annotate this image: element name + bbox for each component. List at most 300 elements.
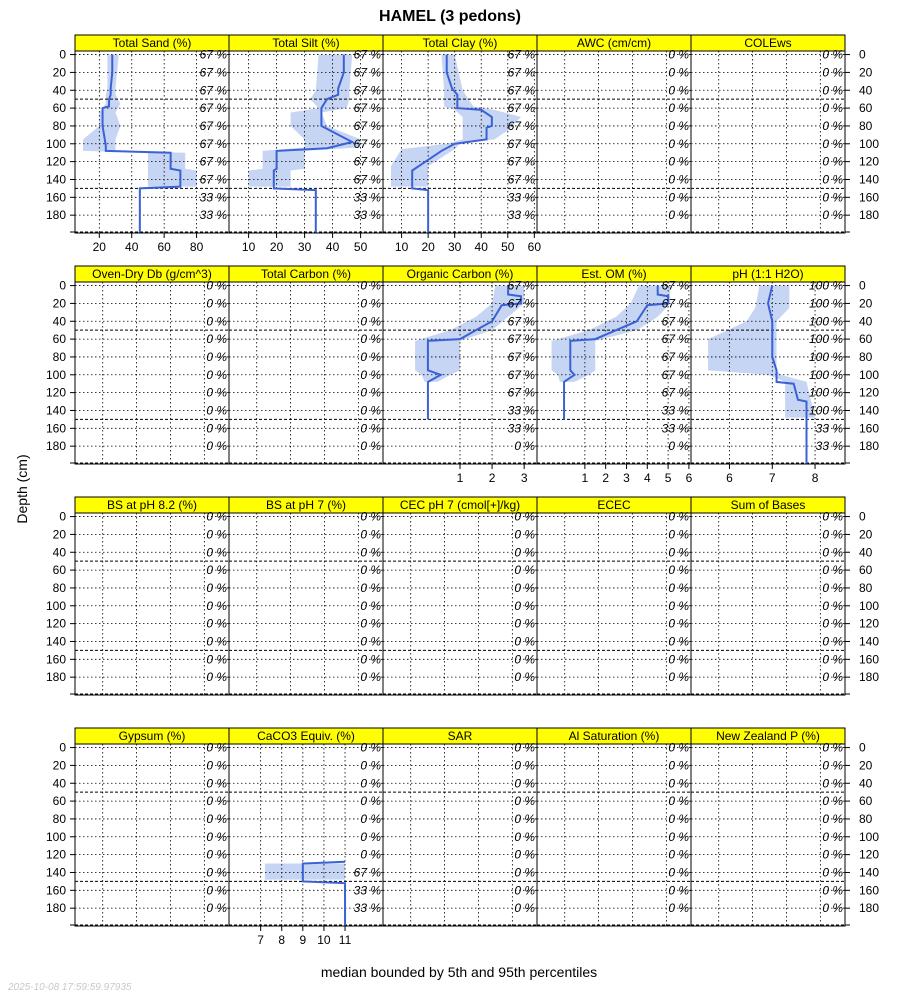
pct-label: 0 % [822,883,843,898]
panel-sar [383,728,537,926]
pct-label: 0 % [360,598,381,613]
depth-tick-label: 100 [45,136,66,151]
strip-label: Gypsum (%) [118,729,186,743]
panel-new-zealand-p [691,728,879,926]
depth-tick-label: 160 [859,883,880,898]
depth-tick-label: 40 [859,83,873,98]
pct-label: 33 % [507,208,535,223]
pct-label: 33 % [661,421,689,436]
pct-label: 67 % [353,83,381,98]
pct-label: 0 % [514,847,535,862]
x-tick-label: 10 [241,240,256,254]
x-tick-label: 40 [325,240,340,254]
pct-label: 0 % [206,865,227,880]
pct-label: 0 % [206,883,227,898]
pct-label: 0 % [206,652,227,667]
pct-label: 0 % [822,865,843,880]
depth-tick-label: 180 [45,901,66,916]
depth-tick-label: 100 [45,367,66,382]
x-tick-label: 2 [488,471,496,485]
depth-tick-label: 20 [859,758,873,773]
depth-tick-label: 60 [859,101,873,116]
depth-tick-label: 140 [859,403,880,418]
pct-label: 0 % [206,349,227,364]
depth-tick-label: 80 [52,580,66,595]
percentile-band [83,55,196,187]
pct-label: 0 % [206,367,227,382]
pct-label: 67 % [661,385,689,400]
strip-label: Total Silt (%) [272,36,340,50]
pct-label: 33 % [815,439,843,454]
depth-tick-label: 80 [859,811,873,826]
depth-tick-label: 140 [859,172,880,187]
pct-label: 0 % [514,598,535,613]
depth-tick-label: 120 [859,847,880,862]
pct-label: 0 % [514,740,535,755]
pct-label: 0 % [206,794,227,809]
pct-label: 0 % [514,794,535,809]
depth-tick-label: 60 [52,101,66,116]
chart-title: HAMEL (3 pedons) [379,8,521,25]
pct-label: 0 % [360,439,381,454]
strip-label: Total Carbon (%) [260,267,352,281]
x-tick-label: 7 [257,933,264,947]
x-tick-label: 8 [811,471,819,485]
pct-label: 0 % [206,278,227,293]
depth-tick-label: 180 [45,208,66,223]
pct-label: 67 % [507,367,535,382]
pct-label: 0 % [360,314,381,329]
panel-total-sand [46,35,229,254]
depth-tick-label: 180 [45,670,66,685]
pct-label: 0 % [822,634,843,649]
depth-tick-label: 180 [859,670,880,685]
pct-label: 0 % [668,118,689,133]
pct-label: 0 % [360,367,381,382]
pct-label: 0 % [206,563,227,578]
depth-tick-label: 0 [859,740,866,755]
depth-tick-label: 80 [52,349,66,364]
x-tick-label: 4 [643,471,651,485]
x-tick-label: 10 [317,933,331,947]
depth-tick-label: 140 [45,172,66,187]
depth-tick-label: 140 [859,865,880,880]
depth-tick-label: 60 [52,332,66,347]
x-tick-label: 3 [520,471,528,485]
pct-label: 0 % [822,190,843,205]
depth-tick-label: 120 [45,847,66,862]
depth-tick-label: 100 [859,367,880,382]
panel-colews [691,35,879,233]
pct-label: 67 % [199,65,227,80]
depth-tick-label: 20 [859,296,873,311]
percentile-band [265,864,345,880]
pct-label: 0 % [822,829,843,844]
pct-label: 67 % [353,118,381,133]
pct-label: 0 % [360,616,381,631]
pct-label: 67 % [353,136,381,151]
pct-label: 0 % [668,47,689,62]
pct-label: 100 % [808,332,843,347]
pct-label: 67 % [507,136,535,151]
x-tick-label: 8 [278,933,286,947]
pct-label: 0 % [822,776,843,791]
depth-tick-label: 180 [859,208,880,223]
strip-label: Est. OM (%) [581,267,647,281]
pct-label: 0 % [668,208,689,223]
depth-tick-label: 0 [59,509,66,524]
pct-label: 33 % [353,190,381,205]
pct-label: 0 % [668,758,689,773]
panel-bs-at-ph-7 [229,497,383,695]
pct-label: 0 % [514,634,535,649]
pct-label: 0 % [822,563,843,578]
pct-label: 0 % [668,865,689,880]
pct-label: 0 % [668,154,689,169]
depth-tick-label: 140 [45,634,66,649]
pct-label: 0 % [668,172,689,187]
pct-label: 67 % [353,172,381,187]
depth-tick-label: 100 [859,136,880,151]
depth-tick-label: 60 [52,794,66,809]
pct-label: 0 % [206,421,227,436]
x-tick-label: 60 [157,240,171,254]
depth-tick-label: 20 [52,296,66,311]
pct-label: 33 % [507,421,535,436]
pct-label: 0 % [668,883,689,898]
pct-label: 0 % [360,563,381,578]
pct-label: 0 % [668,136,689,151]
pct-label: 0 % [668,740,689,755]
pct-label: 0 % [822,811,843,826]
pct-label: 33 % [661,403,689,418]
pct-label: 33 % [199,208,227,223]
pct-label: 0 % [668,65,689,80]
panel-total-clay [383,35,541,254]
depth-tick-label: 100 [45,829,66,844]
pct-label: 0 % [360,332,381,347]
x-tick-label: 3 [623,471,630,485]
pct-label: 0 % [822,208,843,223]
strip-label: Al Saturation (%) [568,729,660,743]
depth-tick-label: 60 [859,332,873,347]
pct-label: 67 % [507,278,535,293]
pct-label: 0 % [822,47,843,62]
pct-label: 33 % [353,883,381,898]
pct-label: 0 % [360,847,381,862]
x-tick-label: 40 [125,240,139,254]
panel-organic-carbon [383,266,537,485]
pct-label: 0 % [206,385,227,400]
pct-label: 67 % [661,296,689,311]
x-tick-label: 1 [581,471,589,485]
depth-tick-label: 60 [52,563,66,578]
depth-tick-label: 80 [859,580,873,595]
depth-tick-label: 20 [52,65,66,80]
pct-label: 0 % [822,101,843,116]
strip-label: CaCO3 Equiv. (%) [257,729,355,743]
pct-label: 67 % [353,154,381,169]
depth-tick-label: 20 [52,527,66,542]
strip-label: New Zealand P (%) [716,729,820,743]
strip-label: Total Sand (%) [112,36,192,50]
pct-label: 100 % [808,403,843,418]
pct-label: 67 % [507,154,535,169]
depth-tick-label: 40 [52,545,66,560]
pct-label: 0 % [514,829,535,844]
pct-label: 67 % [507,101,535,116]
strip-label: SAR [447,729,473,743]
pct-label: 67 % [507,296,535,311]
strip-label: Oven-Dry Db (g/cm^3) [92,267,212,281]
pct-label: 0 % [514,545,535,560]
x-tick-label: 20 [269,240,284,254]
x-tick-label: 11 [338,933,352,947]
pct-label: 67 % [661,349,689,364]
x-tick-label: 60 [527,240,542,254]
depth-tick-label: 20 [52,758,66,773]
pct-label: 0 % [668,190,689,205]
depth-tick-label: 0 [59,47,66,62]
pct-label: 67 % [507,47,535,62]
x-tick-label: 20 [92,240,106,254]
pct-label: 67 % [199,172,227,187]
pct-label: 67 % [661,332,689,347]
pct-label: 0 % [206,740,227,755]
depth-tick-label: 120 [45,616,66,631]
pct-label: 0 % [514,527,535,542]
panel-cec-ph-7-cmol-kg [383,497,537,695]
pct-label: 0 % [514,439,535,454]
pct-label: 67 % [507,118,535,133]
pct-label: 0 % [514,811,535,826]
strip-label: Organic Carbon (%) [406,267,514,281]
pct-label: 0 % [360,670,381,685]
depth-tick-label: 0 [859,278,866,293]
depth-tick-label: 80 [859,349,873,364]
pct-label: 0 % [668,509,689,524]
pct-label: 67 % [353,865,381,880]
pct-label: 0 % [360,545,381,560]
pct-label: 100 % [808,296,843,311]
pct-label: 100 % [808,314,843,329]
pct-label: 0 % [206,811,227,826]
pct-label: 0 % [822,794,843,809]
pct-label: 67 % [199,83,227,98]
x-tick-label: 6 [726,471,733,485]
pct-label: 0 % [206,296,227,311]
pct-label: 0 % [514,901,535,916]
x-tick-label: 30 [297,240,312,254]
panel-grid [46,35,879,947]
pct-label: 0 % [360,740,381,755]
pct-label: 0 % [668,101,689,116]
depth-tick-label: 120 [45,154,66,169]
pct-label: 0 % [668,563,689,578]
depth-tick-label: 160 [859,421,880,436]
x-tick-label: 2 [602,471,610,485]
pct-label: 0 % [360,776,381,791]
panel-ecec [537,497,691,695]
pct-label: 0 % [360,634,381,649]
pct-label: 0 % [668,634,689,649]
pct-label: 0 % [822,65,843,80]
pct-label: 0 % [822,580,843,595]
depth-tick-label: 20 [859,527,873,542]
pct-label: 33 % [353,901,381,916]
strip-label: BS at pH 7 (%) [265,498,347,512]
pct-label: 0 % [514,758,535,773]
depth-tick-label: 0 [859,47,866,62]
depth-tick-label: 40 [52,83,66,98]
pct-label: 0 % [360,829,381,844]
pct-label: 0 % [668,794,689,809]
strip-label: Total Clay (%) [422,36,498,50]
pct-label: 67 % [353,101,381,116]
percentile-band [391,55,521,187]
strip-label: pH (1:1 H2O) [732,267,804,281]
pct-label: 0 % [206,776,227,791]
pct-label: 0 % [206,901,227,916]
depth-tick-label: 60 [859,794,873,809]
depth-tick-label: 120 [859,154,880,169]
pct-label: 67 % [199,47,227,62]
depth-tick-label: 40 [859,314,873,329]
pct-label: 0 % [360,403,381,418]
pct-label: 67 % [353,65,381,80]
pct-label: 0 % [668,776,689,791]
pct-label: 0 % [514,580,535,595]
strip-label: Sum of Bases [730,498,806,512]
pct-label: 67 % [507,314,535,329]
pct-label: 0 % [668,901,689,916]
panel-total-carbon [229,266,383,464]
pct-label: 0 % [206,758,227,773]
depth-tick-label: 160 [45,883,66,898]
depth-tick-label: 40 [859,545,873,560]
pct-label: 0 % [206,634,227,649]
pct-label: 0 % [668,829,689,844]
pct-label: 0 % [360,794,381,809]
depth-tick-label: 20 [859,65,873,80]
pct-label: 0 % [206,847,227,862]
strip-label: AWC (cm/cm) [576,36,652,50]
depth-tick-label: 40 [859,776,873,791]
depth-tick-label: 100 [859,598,880,613]
pct-label: 0 % [822,901,843,916]
x-tick-label: 40 [474,240,488,254]
depth-tick-label: 180 [859,439,880,454]
pct-label: 33 % [199,190,227,205]
pct-label: 0 % [822,83,843,98]
pct-label: 67 % [199,118,227,133]
x-tick-label: 50 [501,240,515,254]
depth-tick-label: 40 [52,314,66,329]
y-axis-title: Depth (cm) [14,454,30,524]
panel-oven-dry-db-g-cm-3 [46,266,229,464]
pct-label: 0 % [514,616,535,631]
pct-label: 0 % [514,509,535,524]
panel-gypsum [46,728,229,926]
pct-label: 0 % [206,332,227,347]
depth-tick-label: 120 [859,385,880,400]
depth-tick-label: 160 [45,652,66,667]
pct-label: 100 % [808,349,843,364]
pct-label: 67 % [661,278,689,293]
pct-label: 0 % [514,865,535,880]
panel-sum-of-bases [691,497,879,695]
timestamp: 2025-10-08 17:59:59.97935 [8,982,132,993]
depth-tick-label: 140 [859,634,880,649]
pct-label: 100 % [808,367,843,382]
pct-label: 100 % [808,385,843,400]
pct-label: 67 % [199,136,227,151]
pct-label: 100 % [808,278,843,293]
panel-bs-at-ph-8-2 [46,497,229,695]
pct-label: 0 % [822,670,843,685]
pct-label: 0 % [822,545,843,560]
pct-label: 0 % [206,509,227,524]
depth-tick-label: 160 [859,652,880,667]
depth-tick-label: 0 [859,509,866,524]
strip-label: BS at pH 8.2 (%) [106,498,198,512]
panel-al-saturation [537,728,691,926]
pct-label: 67 % [507,65,535,80]
pct-label: 0 % [668,670,689,685]
x-tick-label: 30 [448,240,462,254]
pct-label: 0 % [206,545,227,560]
pct-label: 0 % [668,811,689,826]
pct-label: 67 % [507,349,535,364]
pct-label: 0 % [668,652,689,667]
pct-label: 0 % [668,439,689,454]
depth-tick-label: 100 [859,829,880,844]
pct-label: 0 % [514,670,535,685]
x-tick-label: 5 [664,471,672,485]
pct-label: 0 % [822,509,843,524]
pct-label: 0 % [206,314,227,329]
x-tick-label: 7 [768,471,776,485]
depth-tick-label: 160 [45,421,66,436]
depth-tick-label: 80 [52,118,66,133]
pct-label: 0 % [822,172,843,187]
pct-label: 67 % [507,385,535,400]
pct-label: 0 % [822,616,843,631]
depth-tick-label: 180 [859,901,880,916]
pct-label: 67 % [199,101,227,116]
pct-label: 67 % [353,47,381,62]
pct-label: 0 % [206,616,227,631]
pct-label: 67 % [507,172,535,187]
panel-est-om [537,266,693,485]
depth-tick-label: 80 [52,811,66,826]
depth-tick-label: 80 [859,118,873,133]
pct-label: 0 % [668,616,689,631]
pct-label: 0 % [514,883,535,898]
depth-tick-label: 160 [45,190,66,205]
pct-label: 0 % [514,776,535,791]
pct-label: 0 % [360,509,381,524]
depth-tick-label: 40 [52,776,66,791]
depth-tick-label: 160 [859,190,880,205]
pct-label: 0 % [668,598,689,613]
panel-caco3-equiv [229,728,383,947]
x-tick-label: 50 [353,240,368,254]
pct-label: 0 % [206,598,227,613]
pct-label: 0 % [360,811,381,826]
pct-label: 0 % [668,545,689,560]
pct-label: 33 % [507,190,535,205]
